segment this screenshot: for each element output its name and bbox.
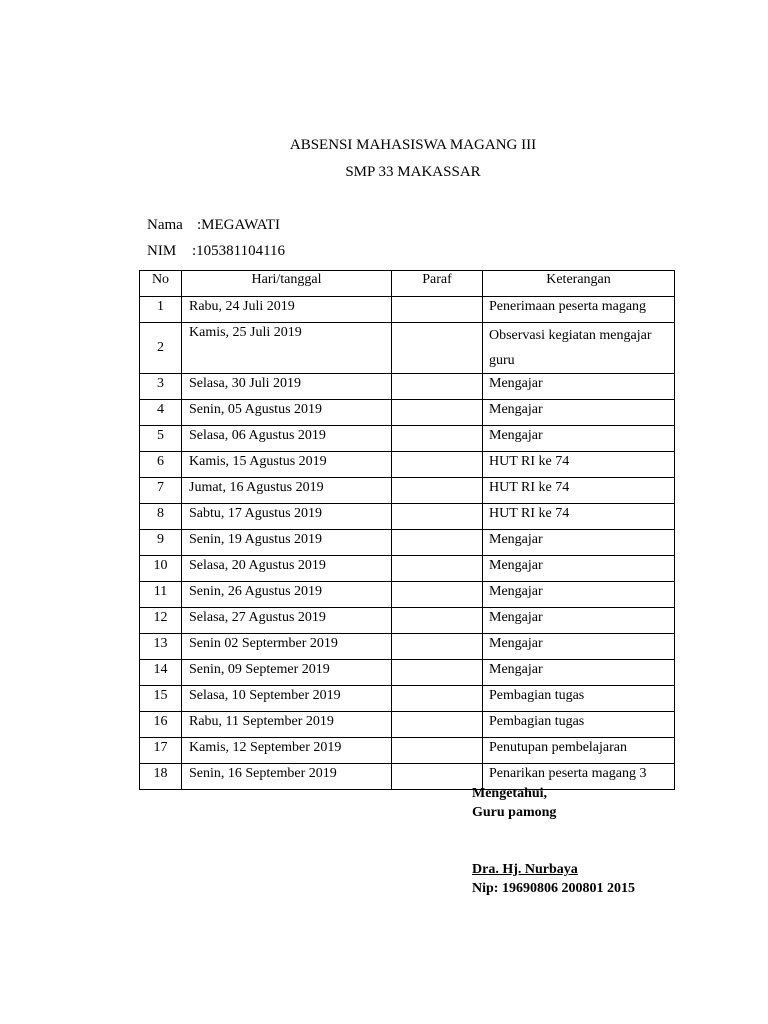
table-header-row bbox=[140, 271, 675, 297]
row-date: Kamis, 15 Agustus 2019 bbox=[182, 452, 392, 478]
nim-label: NIM bbox=[147, 243, 177, 259]
row-keterangan: Penarikan peserta magang 3 bbox=[483, 764, 675, 790]
signature-name: Dra. Hj. Nurbaya bbox=[472, 862, 578, 877]
row-keterangan: Pembagian tugas bbox=[483, 686, 675, 712]
row-keterangan: HUT RI ke 74 bbox=[483, 478, 675, 504]
row-no: 12 bbox=[140, 608, 182, 634]
table-row bbox=[140, 634, 675, 660]
row-no: 11 bbox=[140, 582, 182, 608]
row-keterangan: Mengajar bbox=[483, 400, 675, 426]
row-paraf bbox=[392, 297, 483, 323]
row-no: 13 bbox=[140, 634, 182, 660]
row-paraf bbox=[392, 634, 483, 660]
header-date: Hari/tanggal bbox=[182, 271, 392, 297]
row-keterangan: Observasi kegiatan mengajar guru bbox=[483, 323, 675, 374]
row-no: 1 bbox=[140, 297, 182, 323]
header-keterangan: Keterangan bbox=[483, 271, 675, 297]
row-no: 8 bbox=[140, 504, 182, 530]
row-paraf bbox=[392, 608, 483, 634]
school-name: SMP 33 MAKASSAR bbox=[345, 164, 481, 180]
row-paraf bbox=[392, 452, 483, 478]
table-row bbox=[140, 686, 675, 712]
header-no: No bbox=[140, 271, 182, 297]
table-row bbox=[140, 530, 675, 556]
table-row bbox=[140, 478, 675, 504]
table-row bbox=[140, 738, 675, 764]
row-paraf bbox=[392, 582, 483, 608]
row-keterangan: HUT RI ke 74 bbox=[483, 504, 675, 530]
row-keterangan: Mengajar bbox=[483, 582, 675, 608]
name-label: Nama bbox=[147, 217, 183, 233]
row-no: 3 bbox=[140, 374, 182, 400]
table-row bbox=[140, 556, 675, 582]
row-keterangan: Pembagian tugas bbox=[483, 712, 675, 738]
row-no: 10 bbox=[140, 556, 182, 582]
row-keterangan: Mengajar bbox=[483, 530, 675, 556]
table-row bbox=[140, 712, 675, 738]
row-date: Kamis, 12 September 2019 bbox=[182, 738, 392, 764]
row-no: 2 bbox=[140, 323, 182, 374]
table-row bbox=[140, 452, 675, 478]
table-row bbox=[140, 582, 675, 608]
row-no: 5 bbox=[140, 426, 182, 452]
header-paraf: Paraf bbox=[392, 271, 483, 297]
row-keterangan: Mengajar bbox=[483, 634, 675, 660]
row-no: 15 bbox=[140, 686, 182, 712]
row-no: 4 bbox=[140, 400, 182, 426]
table-row bbox=[140, 297, 675, 323]
table-row bbox=[140, 764, 675, 790]
attendance-table bbox=[139, 270, 675, 790]
row-keterangan: Mengajar bbox=[483, 426, 675, 452]
table-row bbox=[140, 374, 675, 400]
row-no: 9 bbox=[140, 530, 182, 556]
table-row bbox=[140, 323, 675, 374]
table-row bbox=[140, 608, 675, 634]
signature-role: Guru pamong bbox=[472, 805, 557, 820]
row-keterangan: Mengajar bbox=[483, 374, 675, 400]
row-date: Senin, 16 September 2019 bbox=[182, 764, 392, 790]
row-date: Senin, 09 Septemer 2019 bbox=[182, 660, 392, 686]
table-row bbox=[140, 660, 675, 686]
row-no: 18 bbox=[140, 764, 182, 790]
row-date: Rabu, 11 September 2019 bbox=[182, 712, 392, 738]
row-paraf bbox=[392, 738, 483, 764]
row-date: Senin, 05 Agustus 2019 bbox=[182, 400, 392, 426]
row-date: Selasa, 27 Agustus 2019 bbox=[182, 608, 392, 634]
table-row bbox=[140, 426, 675, 452]
row-no: 14 bbox=[140, 660, 182, 686]
row-no: 6 bbox=[140, 452, 182, 478]
row-keterangan: Mengajar bbox=[483, 556, 675, 582]
row-paraf bbox=[392, 712, 483, 738]
signature-nip: Nip: 19690806 200801 2015 bbox=[472, 881, 635, 896]
row-keterangan: Penutupan pembelajaran bbox=[483, 738, 675, 764]
row-keterangan: Mengajar bbox=[483, 608, 675, 634]
row-date: Senin, 19 Agustus 2019 bbox=[182, 530, 392, 556]
row-keterangan: Penerimaan peserta magang bbox=[483, 297, 675, 323]
student-nim-line bbox=[147, 243, 285, 260]
row-date: Senin 02 Septermber 2019 bbox=[182, 634, 392, 660]
row-paraf bbox=[392, 323, 483, 374]
row-paraf bbox=[392, 556, 483, 582]
row-no: 7 bbox=[140, 478, 182, 504]
row-date: Kamis, 25 Juli 2019 bbox=[182, 323, 392, 374]
row-no: 17 bbox=[140, 738, 182, 764]
student-name-line bbox=[147, 217, 280, 234]
row-paraf bbox=[392, 504, 483, 530]
row-keterangan: Mengajar bbox=[483, 660, 675, 686]
row-paraf bbox=[392, 426, 483, 452]
nim-value: :105381104116 bbox=[192, 243, 286, 259]
document-title: ABSENSI MAHASISWA MAGANG III bbox=[289, 137, 537, 153]
row-date: Sabtu, 17 Agustus 2019 bbox=[182, 504, 392, 530]
row-paraf bbox=[392, 400, 483, 426]
row-date: Rabu, 24 Juli 2019 bbox=[182, 297, 392, 323]
table-row bbox=[140, 504, 675, 530]
row-date: Jumat, 16 Agustus 2019 bbox=[182, 478, 392, 504]
row-date: Selasa, 20 Agustus 2019 bbox=[182, 556, 392, 582]
table-row bbox=[140, 400, 675, 426]
row-paraf bbox=[392, 764, 483, 790]
signature-acknowledged: Mengetahui, bbox=[472, 786, 548, 801]
row-date: Selasa, 06 Agustus 2019 bbox=[182, 426, 392, 452]
row-paraf bbox=[392, 478, 483, 504]
row-no: 16 bbox=[140, 712, 182, 738]
row-paraf bbox=[392, 686, 483, 712]
row-paraf bbox=[392, 660, 483, 686]
row-date: Selasa, 30 Juli 2019 bbox=[182, 374, 392, 400]
row-keterangan: HUT RI ke 74 bbox=[483, 452, 675, 478]
row-date: Senin, 26 Agustus 2019 bbox=[182, 582, 392, 608]
row-date: Selasa, 10 September 2019 bbox=[182, 686, 392, 712]
row-paraf bbox=[392, 530, 483, 556]
name-value: :MEGAWATI bbox=[197, 217, 280, 233]
row-paraf bbox=[392, 374, 483, 400]
